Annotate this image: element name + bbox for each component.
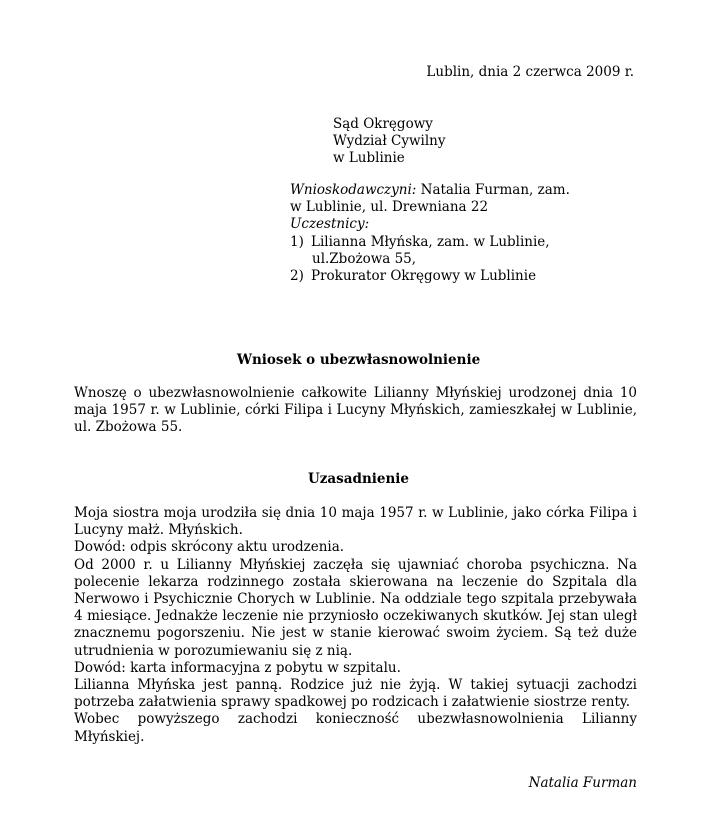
participant-item bbox=[290, 268, 650, 285]
justification-paragraph: Lilianna Młyńska jest panną. Rodzice już nie żyją. W takiej sytuacji zachodzi potrzeba załatwienia sprawy spadkowej po rodzicach i załatwienie siostrze renty. bbox=[74, 677, 637, 711]
parties-block bbox=[290, 182, 650, 285]
court-division: Wydział Cywilny bbox=[333, 133, 446, 150]
court-name: Sąd Okręgowy bbox=[333, 116, 433, 132]
place-and-date: Lublin, dnia 2 czerwca 2009 r. bbox=[426, 64, 634, 80]
justification-title: Uzasadnienie bbox=[307, 471, 410, 487]
participant-number: 2) bbox=[290, 268, 304, 285]
participant-number: 1) bbox=[290, 233, 304, 250]
participant-text: Prokurator Okręgowy w Lublinie bbox=[311, 268, 537, 285]
motion-title: Wniosek o ubezwłasnowolnienie bbox=[236, 352, 481, 368]
evidence-line: Dowód: karta informacyjna z pobytu w szpitalu. bbox=[74, 659, 401, 676]
applicant-address: w Lublinie, ul. Drewniana 22 bbox=[290, 199, 489, 216]
justification-paragraph: Moja siostra moja urodziła się dnia 10 maja 1957 r. w Lublinie, jako córka Filipa i Lucyny małż. Młyńskich. bbox=[74, 505, 637, 539]
court-address bbox=[333, 116, 445, 168]
participant-text: Lilianna Młyńska, zam. w Lublinie, bbox=[311, 233, 550, 250]
motion-text: Wnoszę o ubezwłasnowolnienie całkowite Lilianny Młyńskiej urodzonej dnia 10 maja 1957 r. w Lublinie, córki Filipa i Lucyny Młyńskich, zamieszkałej w Lublinie, ul. Zbożowa 55. bbox=[74, 385, 637, 436]
conclusion-paragraph: Wobec powyższego zachodzi konieczność ubezwłasnowolnienia Lilianny Młyńskiej. bbox=[74, 711, 637, 745]
applicant-line bbox=[290, 182, 650, 199]
applicant-name: Natalia Furman, zam. bbox=[416, 182, 570, 198]
justification-body bbox=[74, 505, 637, 746]
evidence-line: Dowód: odpis skrócony aktu urodzenia. bbox=[74, 539, 345, 556]
applicant-label: Wnioskodawczyni: bbox=[290, 182, 417, 198]
signature: Natalia Furman bbox=[528, 775, 637, 791]
participants-label: Uczestnicy: bbox=[290, 216, 370, 233]
participant-item bbox=[290, 234, 650, 251]
court-city: w Lublinie bbox=[333, 150, 405, 167]
participant-continuation: ul.Zbożowa 55, bbox=[312, 250, 417, 267]
justification-paragraph: Od 2000 r. u Lilianny Młyńskiej zaczęła się ujawniać choroba psychiczna. Na polecenie lekarza rodzinnego została skierowana na leczenie do Szpitala dla Nerwowo i Psychicznie Chorych w Lublinie. Na oddziale tego szpitala przebywała 4 miesiące. Jednakże leczenie nie przyniosło oczekiwanych skutków. Jej stan uległ znacznemu pogorszeniu. Nie jest w stanie kierować swoim życiem. Są też duże utrudnienia w porozumiewaniu się z nią. bbox=[74, 556, 637, 659]
